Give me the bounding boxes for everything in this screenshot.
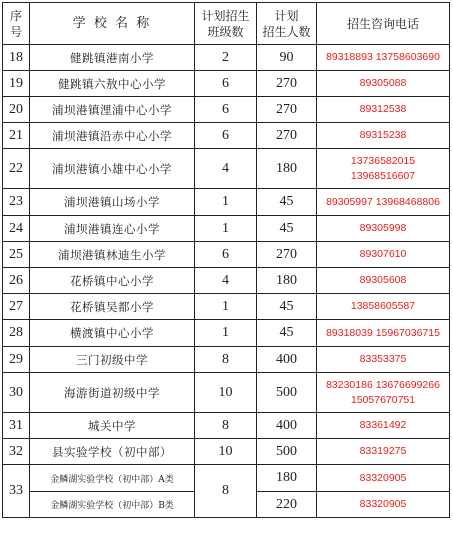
row-classes: 4 xyxy=(195,268,257,294)
row-phone: 83320905 xyxy=(317,465,450,492)
row-school-name: 浦坝港镇沿赤中心小学 xyxy=(30,123,195,149)
row-school-name: 浦坝港镇连心小学 xyxy=(30,216,195,242)
header-classes-line1: 计划招生 xyxy=(201,8,250,23)
row-school-name: 城关中学 xyxy=(30,413,195,439)
row-students: 270 xyxy=(257,71,317,97)
row-school-name: 横渡镇中心小学 xyxy=(30,320,195,347)
row-students: 400 xyxy=(257,413,317,439)
row-classes: 6 xyxy=(195,71,257,97)
table-row xyxy=(3,320,450,347)
row-classes: 10 xyxy=(195,373,257,413)
table-row xyxy=(3,465,450,492)
row-phone: 13858605587 xyxy=(317,294,450,320)
header-seq-line1: 序 xyxy=(9,8,22,23)
row-seq: 18 xyxy=(3,45,30,71)
table-row xyxy=(3,216,450,242)
row-students: 400 xyxy=(257,347,317,373)
row-seq: 24 xyxy=(3,216,30,242)
row-classes: 4 xyxy=(195,149,257,189)
row-seq: 26 xyxy=(3,268,30,294)
row-seq: 33 xyxy=(3,465,30,518)
row-school-name: 三门初级中学 xyxy=(30,347,195,373)
row-seq: 31 xyxy=(3,413,30,439)
row-phone-line1: 13736582015 xyxy=(350,154,416,167)
table-row xyxy=(3,242,450,268)
row-phone: 89305998 xyxy=(317,216,450,242)
row-school-name: 县实验学校（初中部） xyxy=(30,439,195,465)
row-students: 180 xyxy=(257,465,317,492)
row-students: 45 xyxy=(257,216,317,242)
header-seq-line2: 号 xyxy=(9,24,22,39)
row-classes: 8 xyxy=(195,347,257,373)
table-row xyxy=(3,373,450,413)
row-classes: 2 xyxy=(195,45,257,71)
row-phone: 83353375 xyxy=(317,347,450,373)
row-phone-line1: 83230186 13676699266 xyxy=(326,378,440,391)
row-classes: 10 xyxy=(195,439,257,465)
row-phone: 89315238 xyxy=(317,123,450,149)
table-row xyxy=(3,123,450,149)
row-school-name: 浦坝港镇浬浦中心小学 xyxy=(30,97,195,123)
row-seq: 25 xyxy=(3,242,30,268)
row-seq: 30 xyxy=(3,373,30,413)
row-school-name: 浦坝港镇小雄中心小学 xyxy=(30,149,195,189)
row-seq: 29 xyxy=(3,347,30,373)
row-phone: 89318893 13758603690 xyxy=(317,45,450,71)
row-school-name: 海游街道初级中学 xyxy=(30,373,195,413)
table-row xyxy=(3,71,450,97)
table-row xyxy=(3,189,450,216)
row-classes: 6 xyxy=(195,123,257,149)
row-students: 45 xyxy=(257,320,317,347)
header-students-line2: 招生人数 xyxy=(262,24,311,39)
admissions-table xyxy=(2,2,450,518)
row-students: 500 xyxy=(257,373,317,413)
header-seq xyxy=(3,3,30,45)
table-row xyxy=(3,97,450,123)
row-classes: 1 xyxy=(195,189,257,216)
row-students: 45 xyxy=(257,189,317,216)
row-phone: 89305997 13968468806 xyxy=(317,189,450,216)
row-seq: 19 xyxy=(3,71,30,97)
header-phone: 招生咨询电话 xyxy=(317,3,450,45)
row-seq: 23 xyxy=(3,189,30,216)
row-students: 270 xyxy=(257,242,317,268)
row-phone xyxy=(317,149,450,189)
row-students: 500 xyxy=(257,439,317,465)
table-row xyxy=(3,347,450,373)
row-phone-line2: 15057670751 xyxy=(350,393,416,406)
row-students: 270 xyxy=(257,97,317,123)
row-seq: 22 xyxy=(3,149,30,189)
row-phone xyxy=(317,373,450,413)
table-row xyxy=(3,294,450,320)
row-school-name: 健跳镇港南小学 xyxy=(30,45,195,71)
row-school-name: 浦坝港镇山场小学 xyxy=(30,189,195,216)
row-classes: 1 xyxy=(195,216,257,242)
row-phone: 83361492 xyxy=(317,413,450,439)
row-phone: 89318039 15967036715 xyxy=(317,320,450,347)
table-row xyxy=(3,149,450,189)
row-seq: 27 xyxy=(3,294,30,320)
header-students-line1: 计划 xyxy=(274,8,299,23)
header-classes-line2: 班级数 xyxy=(207,24,244,39)
row-school-name: 健跳镇六敖中心小学 xyxy=(30,71,195,97)
row-classes: 1 xyxy=(195,320,257,347)
header-row xyxy=(3,3,450,45)
row-classes: 6 xyxy=(195,242,257,268)
row-seq: 32 xyxy=(3,439,30,465)
row-phone: 83319275 xyxy=(317,439,450,465)
row-seq: 20 xyxy=(3,97,30,123)
table-row xyxy=(3,439,450,465)
row-students: 220 xyxy=(257,492,317,518)
row-phone: 89305088 xyxy=(317,71,450,97)
table-row xyxy=(3,268,450,294)
row-classes: 6 xyxy=(195,97,257,123)
row-students: 45 xyxy=(257,294,317,320)
row-school-name: 浦坝港镇林迪生小学 xyxy=(30,242,195,268)
row-students: 180 xyxy=(257,149,317,189)
row-school-name: 花桥镇吴都小学 xyxy=(30,294,195,320)
row-classes: 8 xyxy=(195,413,257,439)
admissions-table-wrapper xyxy=(2,2,450,518)
table-row xyxy=(3,413,450,439)
row-school-name: 金鳞湖实验学校（初中部）A类 xyxy=(30,465,195,492)
row-school-name: 花桥镇中心小学 xyxy=(30,268,195,294)
row-classes: 8 xyxy=(195,465,257,518)
row-phone: 89305608 xyxy=(317,268,450,294)
row-phone: 89307610 xyxy=(317,242,450,268)
header-classes xyxy=(195,3,257,45)
row-school-name: 金鳞湖实验学校（初中部）B类 xyxy=(30,492,195,518)
row-students: 90 xyxy=(257,45,317,71)
row-phone: 83320905 xyxy=(317,492,450,518)
table-row xyxy=(3,45,450,71)
row-seq: 28 xyxy=(3,320,30,347)
row-students: 270 xyxy=(257,123,317,149)
header-school: 学 校 名 称 xyxy=(30,3,195,45)
row-phone-line2: 13968516607 xyxy=(350,169,416,182)
row-students: 180 xyxy=(257,268,317,294)
row-classes: 1 xyxy=(195,294,257,320)
row-phone: 89312538 xyxy=(317,97,450,123)
row-seq: 21 xyxy=(3,123,30,149)
header-students xyxy=(257,3,317,45)
